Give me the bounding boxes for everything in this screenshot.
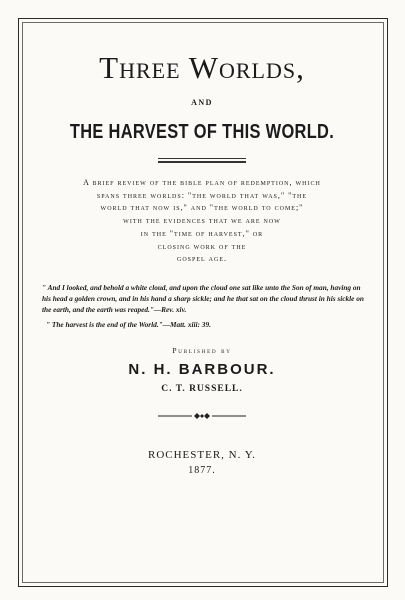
- description-line: closing work of the: [157, 241, 247, 251]
- epigraph-quote: " And I looked, and behold a white cloud, and upon the cloud one sat like unto the Son of man, having on his head a golden crown, and in his hand a sharp sickle; and he that sat on the cloud thrust in his sickle on the earth, and the earth was reaped."—Rev. xiv.: [42, 282, 364, 314]
- description-line: world that now is," and "the world to come;": [100, 203, 304, 213]
- title-page-content: [26, 22, 378, 476]
- description-line: with the evidences that we are now: [123, 216, 281, 226]
- divider-rule: [158, 158, 246, 159]
- main-title: Three Worlds,: [99, 50, 305, 85]
- description-line: spans three worlds: "the world that was," "the: [96, 190, 308, 200]
- publication-year: 1877.: [188, 464, 216, 476]
- subtitle: THE HARVEST OF THIS WORLD.: [69, 121, 335, 143]
- ornament-divider: [158, 412, 246, 420]
- divider-rule-thick: [158, 161, 246, 163]
- description-line: gospel age.: [176, 254, 227, 264]
- co-publisher-name: C. T. RUSSELL.: [161, 383, 243, 394]
- title-conjunction: AND: [191, 98, 213, 107]
- epigraph-quote-second: " The harvest is the end of the World."—Matt. xiii: 39.: [46, 319, 211, 329]
- description-line: A brief review of the bible plan of redemption, which: [83, 178, 321, 187]
- publisher-name: N. H. BARBOUR.: [128, 360, 276, 378]
- published-by-label: Published by: [172, 345, 232, 355]
- description-block: [26, 177, 378, 266]
- description-line: in the "time of harvest," or: [140, 228, 264, 238]
- publication-place: ROCHESTER, N. Y.: [148, 448, 256, 461]
